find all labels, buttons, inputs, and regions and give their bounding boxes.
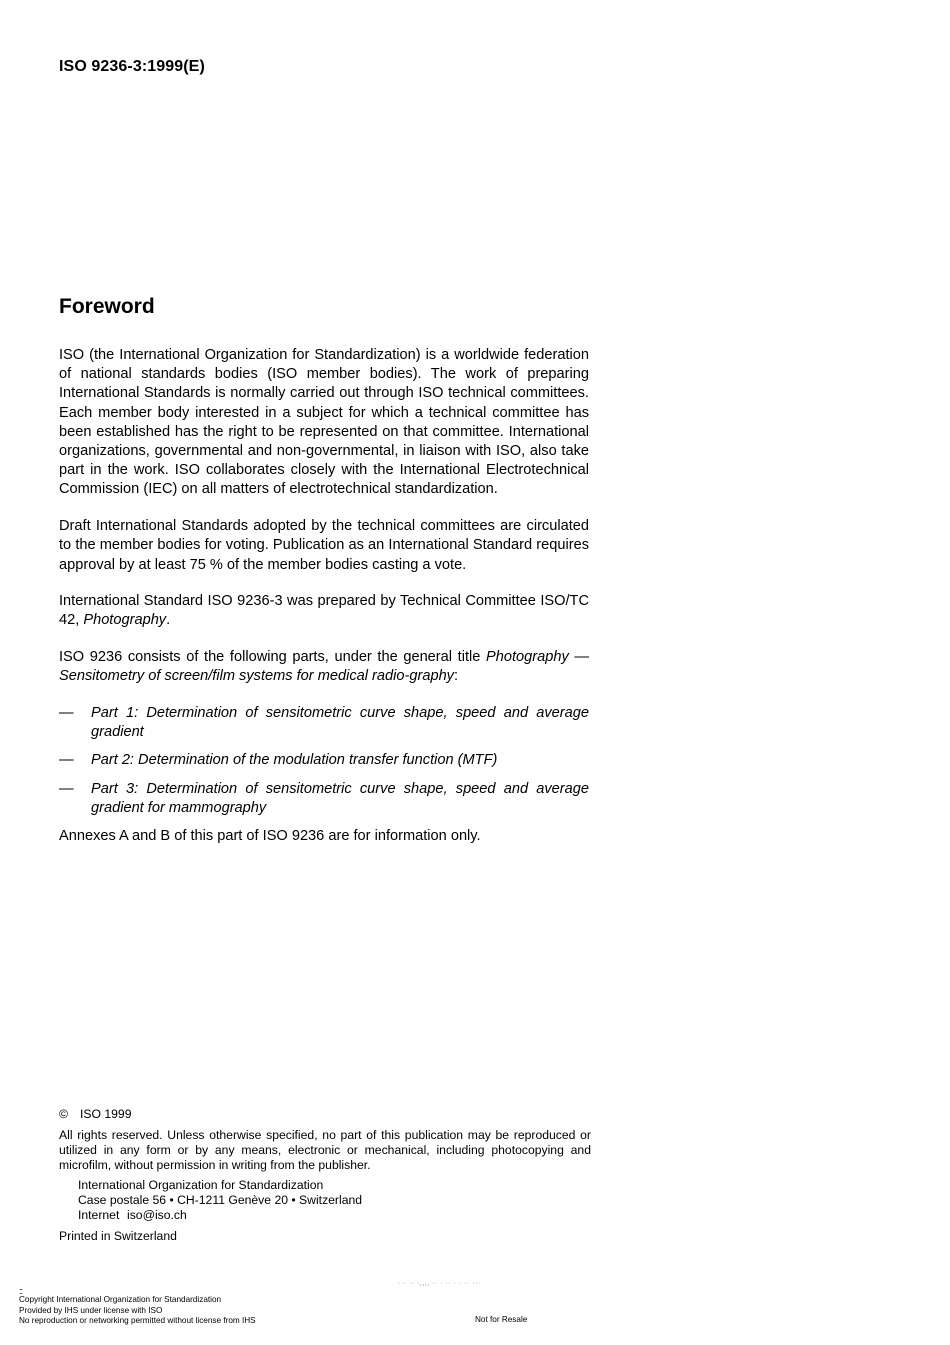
list-item	[59, 751, 589, 770]
parts-intro-text: ISO 9236 consists of the following parts, under the general title	[59, 649, 486, 666]
parts-list	[59, 704, 589, 818]
document-id: ISO 9236-3:1999(E)	[59, 58, 205, 75]
part-1-text: Part 1: Determination of sensitometric curve shape, speed and average gradient	[91, 705, 589, 741]
dash-marker: —	[59, 780, 74, 797]
copyright-symbol: ©	[59, 1107, 68, 1121]
part-3-text: Part 3: Determination of sensitometric curve shape, speed and average gradient for mammography	[91, 780, 589, 816]
committee-name: Photography	[83, 612, 167, 629]
general-title: Photography — Sensitometry of screen/film systems for medical radio-graphy	[59, 649, 589, 685]
footer-provided-line: Provided by IHS under license with ISO	[19, 1305, 163, 1315]
footer-reproduction-line: No reproduction or networking permitted without license from IHS	[19, 1316, 256, 1325]
prepared-by-end: .	[166, 612, 171, 629]
paragraph-parts-intro	[59, 648, 589, 686]
foreword-heading: Foreword	[59, 295, 155, 318]
prepared-by-text: International Standard ISO 9236-3 was prepared by Technical Committee ISO/TC 42,	[59, 593, 589, 629]
copyright-year: ISO 1999	[79, 1107, 132, 1121]
copyright-line	[59, 1107, 591, 1122]
paragraph-iso-intro: ISO (the International Organization for Standardization) is a worldwide federation of national standards bodies (ISO member bodies). The work of preparing International Standards is normally carried out through ISO technical committees. Each member body interested in a subject for which a technical committee has been established has the right to be represented on that committee. International organizations, governmental and non-governmental, in liaison with ISO, also take part in the work. ISO collaborates closely with the International Electrotechnical Commission (IEC) on all matters of electrotechnical standardization.	[59, 347, 589, 498]
paragraph-draft-standards: Draft International Standards adopted by the technical committees are circulated to the member bodies for voting. Publication as an International Standard requires approval by at least 75 % of the member bodies casting a vote.	[59, 518, 589, 573]
list-item	[59, 704, 589, 742]
publisher-address	[59, 1178, 591, 1223]
internet-line	[78, 1208, 591, 1223]
license-footer	[19, 1287, 256, 1327]
paragraph-annexes: Annexes A and B of this part of ISO 9236 are for information only.	[59, 828, 481, 845]
printed-in: Printed in Switzerland	[59, 1229, 177, 1243]
foreword-body	[59, 346, 589, 864]
rights-statement: All rights reserved. Unless otherwise specified, no part of this publication may be reproduced or utilized in any form or by any means, electronic or mechanical, including photocopying and microfilm, without permission in writing from the publisher.	[59, 1128, 591, 1172]
publisher-org: International Organization for Standardization	[78, 1178, 324, 1192]
internet-label: Internet	[78, 1208, 120, 1222]
footer-marks: ::	[19, 1286, 23, 1296]
copyright-block	[59, 1107, 591, 1244]
dash-marker: —	[59, 705, 74, 722]
paragraph-prepared-by	[59, 592, 589, 630]
list-item	[59, 780, 589, 818]
internet-email: iso@iso.ch	[127, 1208, 187, 1222]
part-2-text: Part 2: Determination of the modulation transfer function (MTF)	[91, 752, 498, 769]
dash-marker: —	[59, 752, 74, 769]
footer-copyright-line: Copyright International Organization for Standardization	[19, 1295, 222, 1304]
parts-intro-end: :	[453, 668, 459, 685]
postal-address: Case postale 56 • CH-1211 Genève 20 • Switzerland	[78, 1193, 363, 1207]
not-for-resale: Not for Resale	[475, 1315, 528, 1324]
scan-artifact: ··· ·· ·,,,, ·· · ·· · · ·· ···	[398, 1280, 481, 1287]
